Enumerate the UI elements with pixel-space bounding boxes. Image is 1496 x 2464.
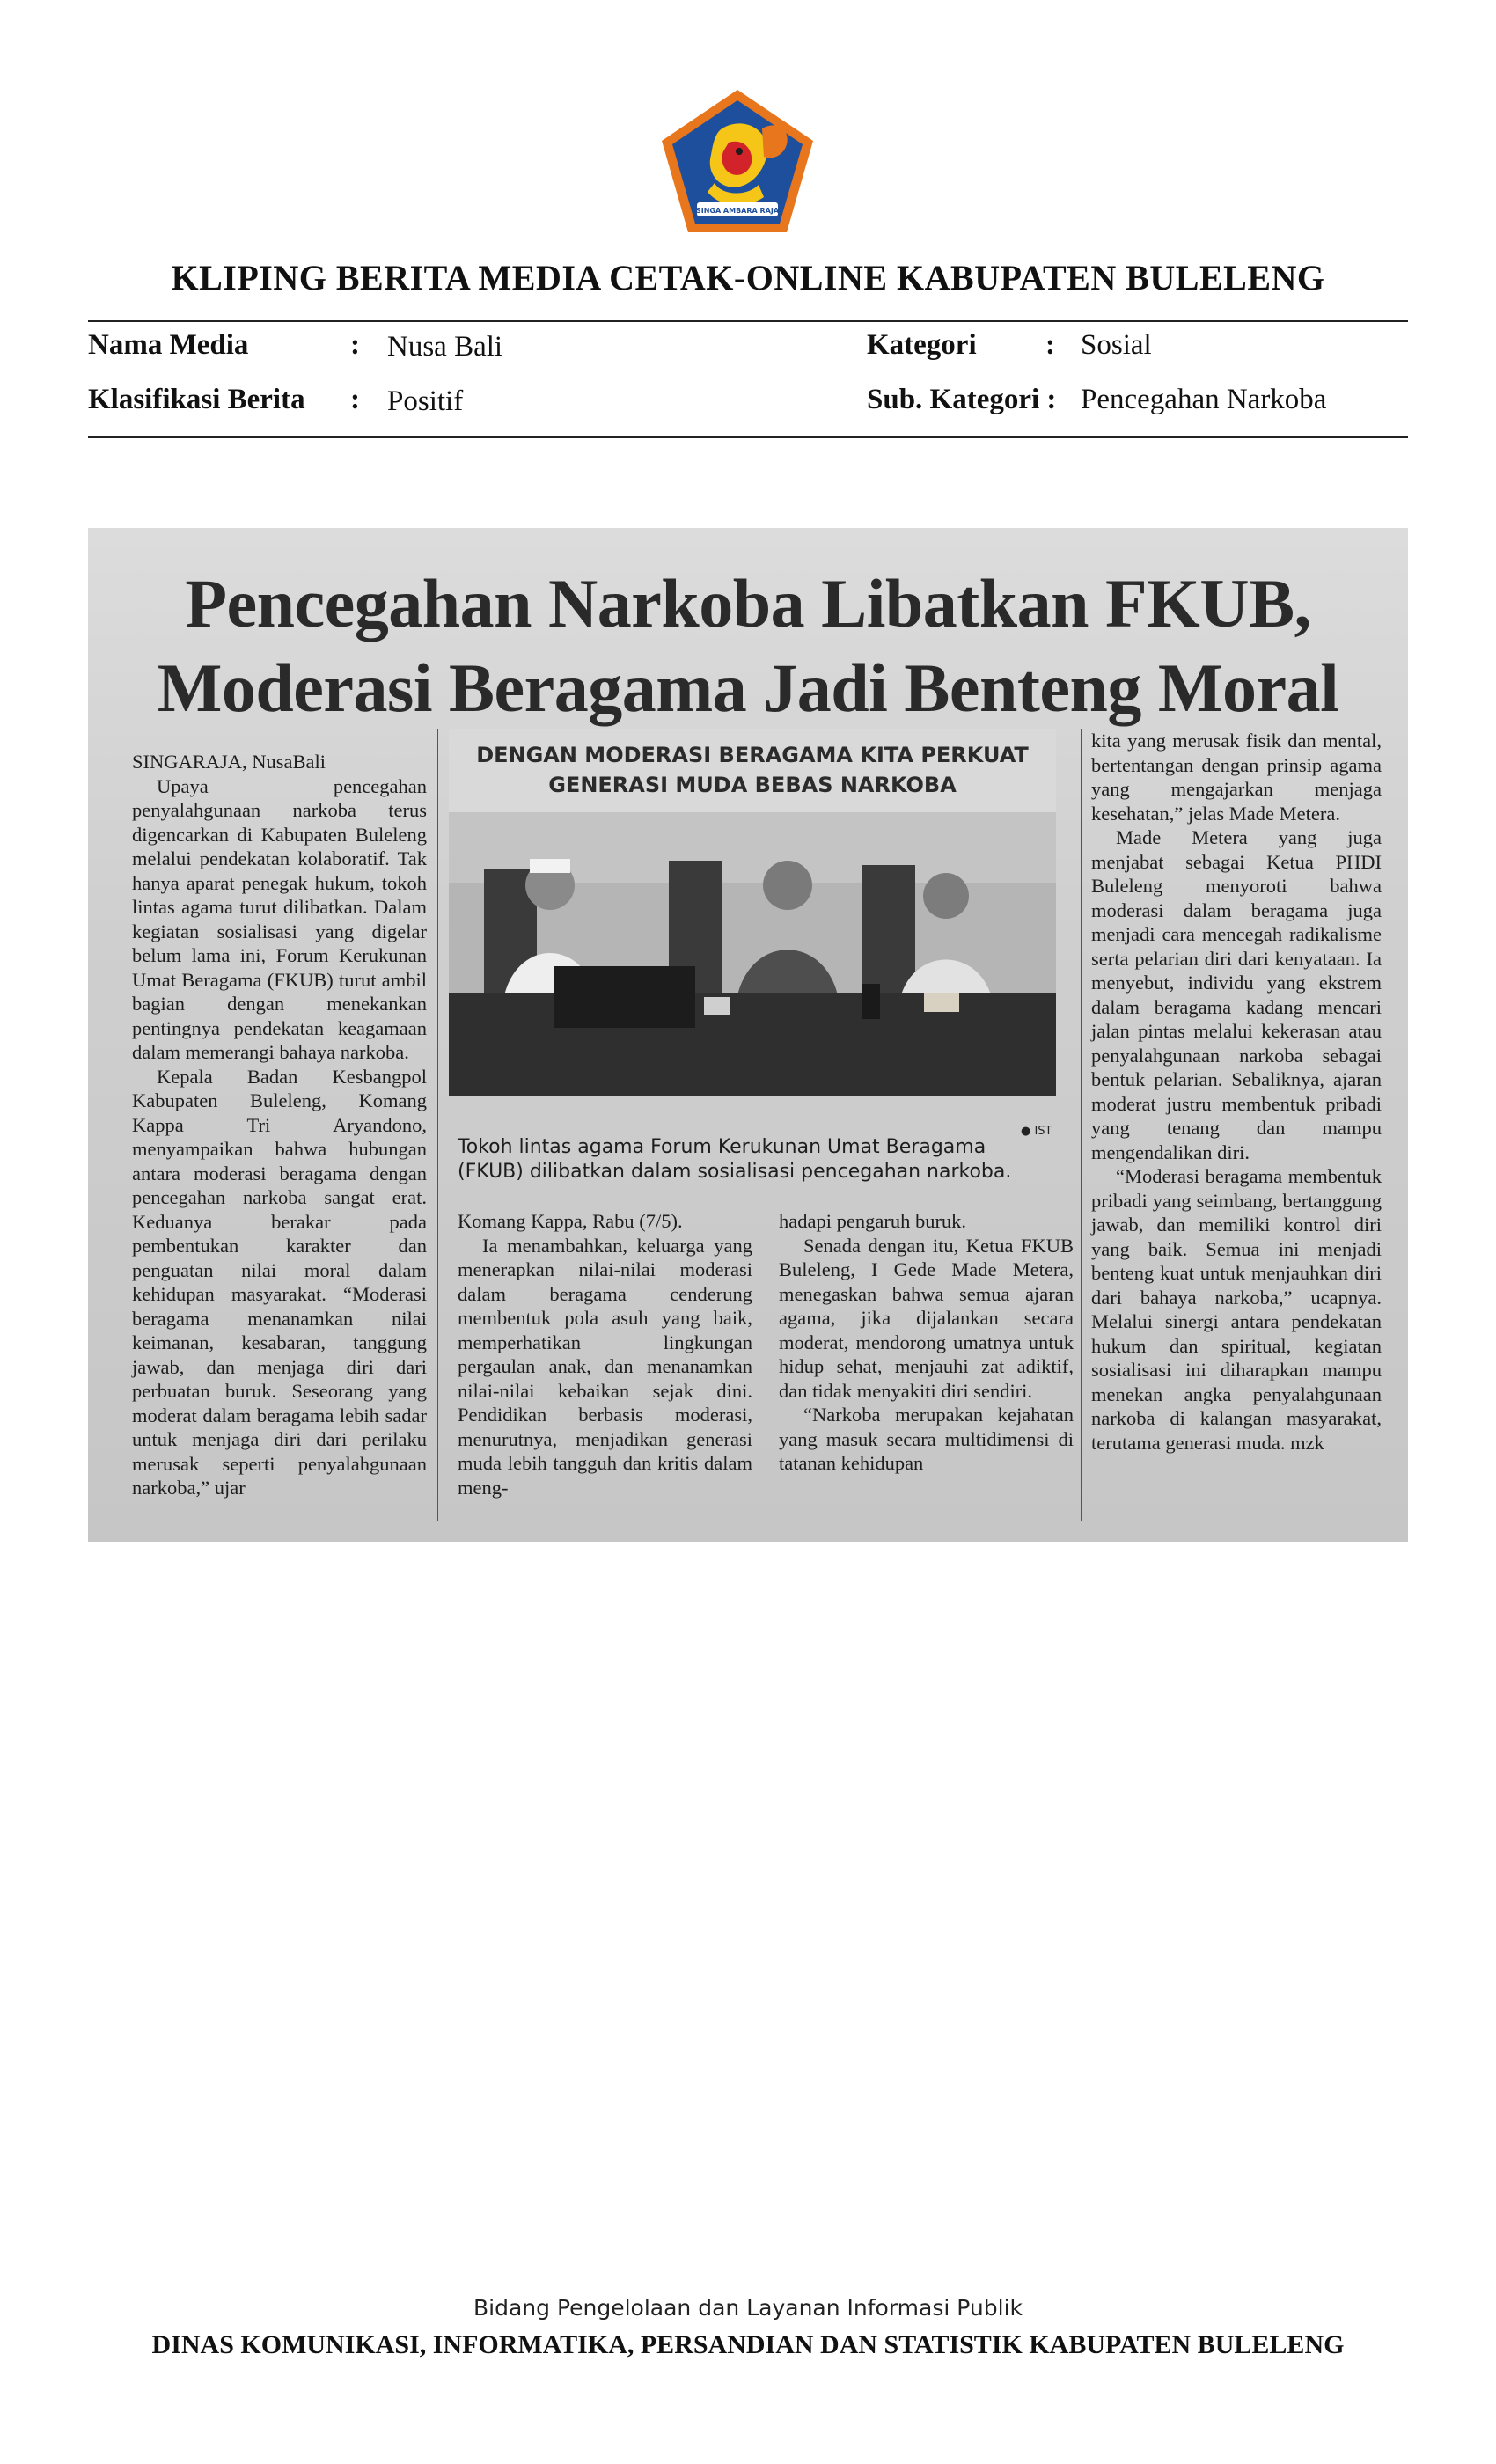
- nama-media-label: Nama Media: [88, 329, 249, 361]
- paragraph: kita yang merusak fisik dan mental, bertentangan dengan prinsip agama yang mengajarkan menjaga kesehatan,” jelas Made Metera.: [1091, 730, 1382, 825]
- sub-kategori-value: Pencegahan Narkoba: [1081, 384, 1327, 415]
- nama-media-colon: :: [350, 329, 360, 361]
- header-bottom-divider: [88, 436, 1408, 438]
- klasifikasi-label: Klasifikasi Berita: [88, 384, 305, 415]
- logo-ribbon-text: SINGA AMBARA RAJA: [695, 207, 780, 215]
- headline-line-2: Moderasi Beragama Jadi Benteng Moral: [157, 649, 1339, 726]
- headline-line-1: Pencegahan Narkoba Libatkan FKUB,: [185, 565, 1311, 642]
- document-title: KLIPING BERITA MEDIA CETAK-ONLINE KABUPATEN BULELENG: [171, 258, 1325, 297]
- banner-line-1: DENGAN MODERASI BERAGAMA KITA PERKUAT: [476, 743, 1029, 767]
- klasifikasi-value: Positif: [387, 385, 464, 417]
- kategori-value: Sosial: [1081, 329, 1152, 361]
- column-divider: [1081, 729, 1082, 1521]
- paragraph: Komang Kappa, Rabu (7/5).: [458, 1210, 683, 1232]
- photo-caption: Tokoh lintas agama Forum Kerukunan Umat Beragama (FKUB) dilibatkan dalam sosialisasi pencegahan narkoba.: [458, 1136, 1012, 1183]
- paragraph: hadapi pengaruh buruk.: [779, 1210, 967, 1232]
- photo-illustration: [449, 729, 1056, 1096]
- paragraph: “Narkoba merupakan kejahatan yang masuk secara multidimensi di tatanan kehidupan: [779, 1404, 1074, 1474]
- buleleng-regency-logo: [658, 86, 817, 236]
- kategori-colon: :: [1045, 329, 1055, 361]
- column-divider: [437, 729, 438, 1521]
- sub-kategori-label: Sub. Kategori :: [867, 384, 1057, 415]
- nama-media-value: Nusa Bali: [387, 331, 503, 363]
- article-column-3: [779, 1209, 1074, 1476]
- paragraph: Kepala Badan Kesbangpol Kabupaten Buleleng, Komang Kappa Tri Aryandono, menyampaikan bahwa hubungan antara moderasi beragama dengan pencegahan narkoba sangat erat. Keduanya berakar pada pembentukan karakter dan penguatan nilai moral dalam kehidupan masyarakat. “Moderasi beragama menanamkan nilai keimanan, kesabaran, tanggung jawab, dan menjaga diri dari perbuatan buruk. Seseorang yang moderat dalam beragama lebih sadar untuk menjaga diri dari perilaku merusak seperti penyalahgunaan narkoba,” ujar: [132, 1065, 427, 1499]
- dateline: SINGARAJA, NusaBali: [132, 751, 326, 773]
- photo-credit: ● IST: [1021, 1125, 1052, 1138]
- article-column-2: [458, 1209, 752, 1500]
- paragraph: Senada dengan itu, Ketua FKUB Buleleng, I Gede Made Metera, menegaskan bahwa semua ajaran agama, jika dijalankan secara moderat, mendorong umatnya untuk hidup sehat, menjauhi zat adiktif, dan tidak menyakiti diri sendiri.: [779, 1234, 1074, 1402]
- paragraph: “Moderasi beragama membentuk pribadi yang seimbang, bertanggung jawab, dan memiliki kontrol diri yang baik. Semua ini menjadi benteng kuat untuk menjauhkan diri dari bahaya narkoba,” ucapnya. Melalui sinergi antara pendekatan hukum dan spiritual, kegiatan sosialisasi ini diharapkan mampu menekan angka penyalahgunaan narkoba di kalangan masyarakat, terutama generasi muda. mzk: [1091, 1165, 1382, 1454]
- kategori-label: Kategori: [867, 329, 977, 361]
- paragraph: Ia menambahkan, keluarga yang menerapkan nilai-nilai moderasi dalam beragama cenderung membentuk pola asuh yang baik, memperhatikan lingkungan pergaulan anak, dan menanamkan nilai-nilai kebaikan sejak dini. Pendidikan berbasis moderasi, menurutnya, menjadikan generasi muda lebih tangguh dan kritis dalam meng-: [458, 1234, 752, 1499]
- article-photo: [449, 729, 1056, 1096]
- article-headline: [88, 561, 1408, 730]
- footer-agency: DINAS KOMUNIKASI, INFORMATIKA, PERSANDIAN DAN STATISTIK KABUPATEN BULELENG: [151, 2330, 1345, 2359]
- article-column-1: [132, 750, 427, 1500]
- footer-division: Bidang Pengelolaan dan Layanan Informasi Publik: [473, 2295, 1023, 2321]
- newspaper-clipping: [88, 528, 1408, 1542]
- article-column-4: [1091, 729, 1382, 1455]
- paragraph: Made Metera yang juga menjabat sebagai Ketua PHDI Buleleng menyoroti bahwa moderasi dalam beragama juga menjadi cara mencegah radikalisme serta pelarian diri dari kenyataan. Ia menyebut, individu yang ekstrem dalam beragama kadang mencari jalan pintas melalui kekerasan atau penyalahgunaan narkoba sebagai bentuk pelarian. Sebaliknya, ajaran moderat justru membentuk pribadi yang tenang dan mampu mengendalikan diri.: [1091, 826, 1382, 1163]
- klasifikasi-colon: :: [350, 384, 360, 415]
- header-top-divider: [88, 320, 1408, 322]
- paragraph: Upaya pencegahan penyalahgunaan narkoba terus digencarkan di Kabupaten Buleleng melalui pendekatan kolaboratif. Tak hanya aparat penegak hukum, tokoh lintas agama turut dilibatkan. Dalam kegiatan sosialisasi yang digelar belum lama ini, Forum Kerukunan Umat Beragama (FKUB) turut ambil bagian dengan menekankan pentingnya pendekatan keagamaan dalam memerangi bahaya narkoba.: [132, 774, 427, 1063]
- banner-line-2: GENERASI MUDA BEBAS NARKOBA: [548, 773, 957, 797]
